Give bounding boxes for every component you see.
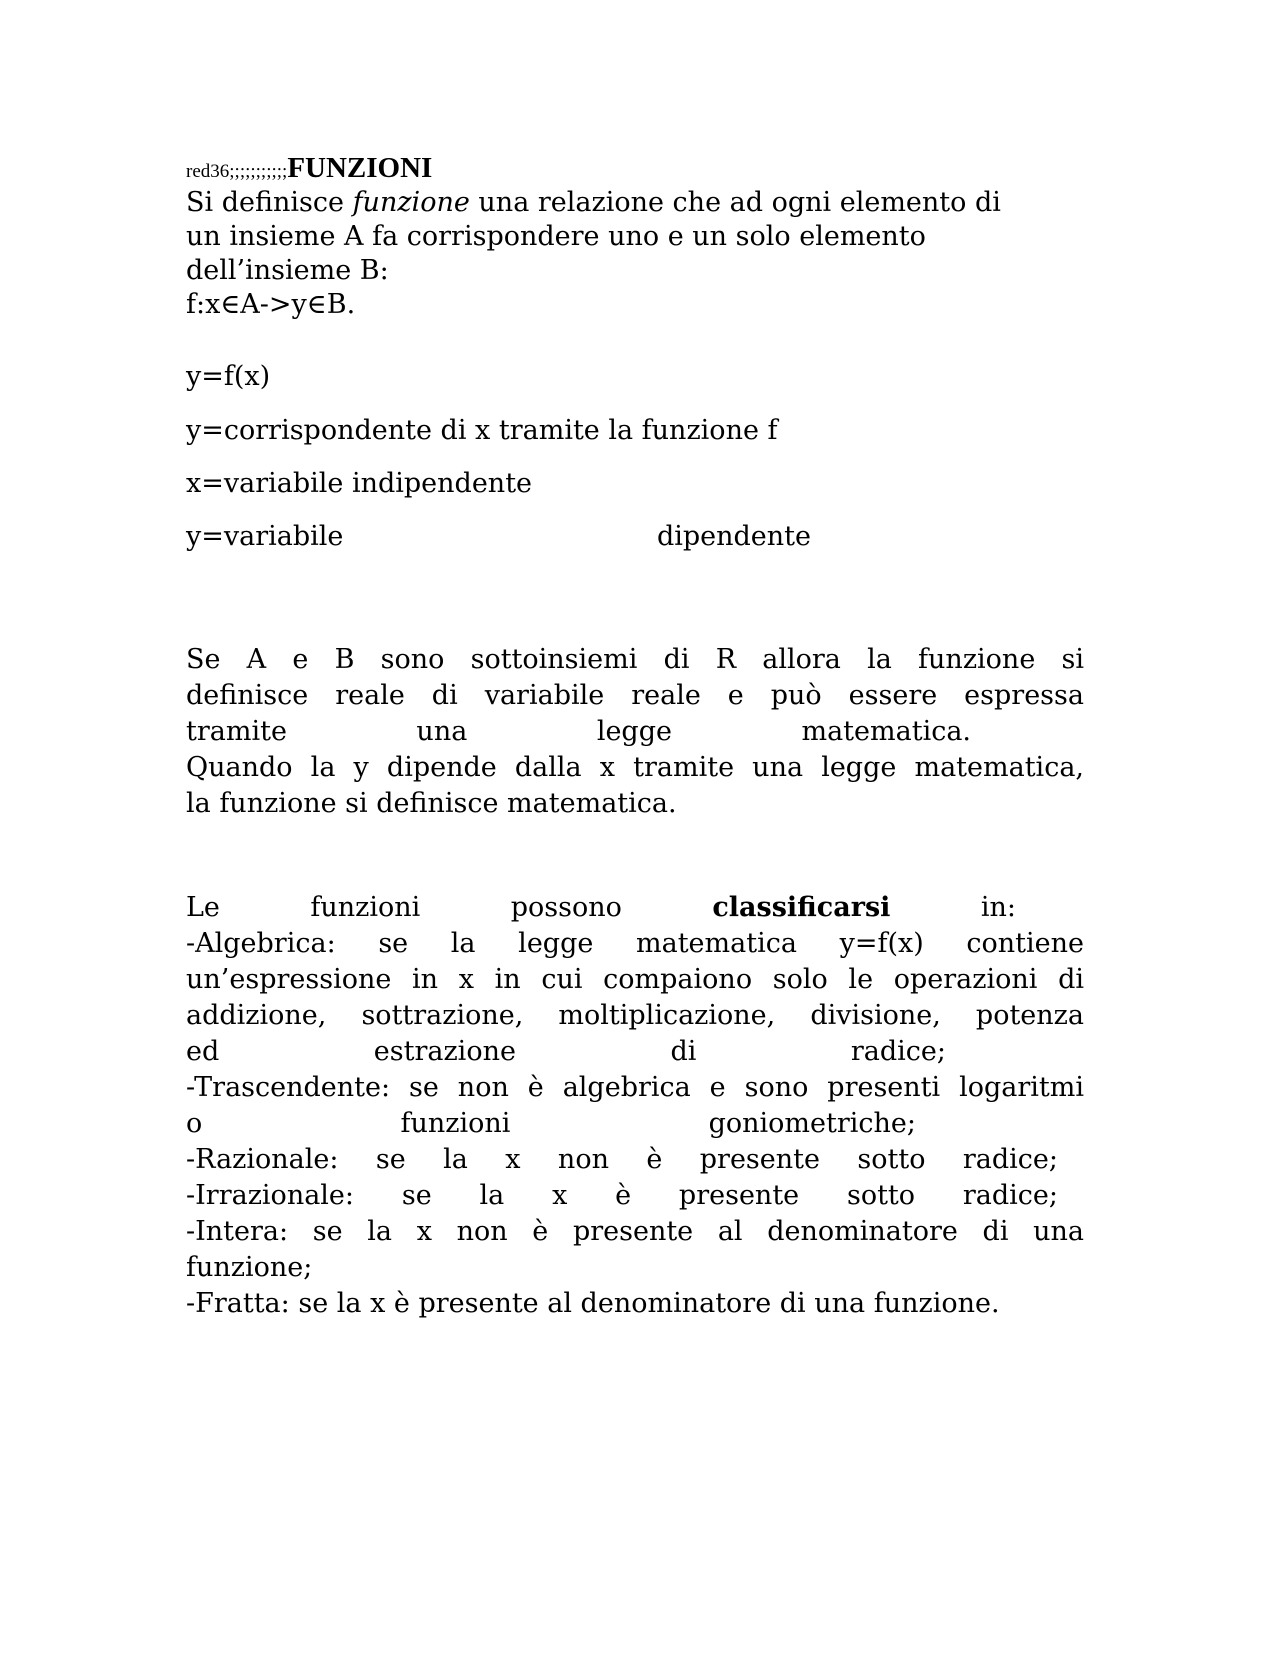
class-line-5: -Trascendente: se non è algebrica e sono presenti logaritmi [186, 1072, 1084, 1103]
classification-intro-bold: classificarsi [712, 892, 891, 923]
intro-paragraph [186, 186, 1084, 322]
y-variable-right: dipendente [656, 521, 811, 552]
real-line-1: Se A e B sono sottoinsiemi di R allora la funzione si [186, 644, 1084, 675]
real-functions-paragraph [186, 642, 1084, 822]
y-variable-line [186, 520, 811, 554]
real-line-5: la funzione si definisce matematica. [186, 788, 677, 819]
intro-text-after: una relazione che ad ogni elemento di [469, 187, 1001, 218]
intro-text-before: Si definisce [186, 187, 353, 218]
intro-line-4: f:x∈A->y∈B. [186, 289, 356, 320]
class-line-3: addizione, sottrazione, moltiplicazione, divisione, potenza [186, 1000, 1084, 1031]
title-prefix: red36;;;;;;;;;;; [186, 161, 288, 182]
classification-paragraph [186, 890, 1084, 1322]
intro-line-3: dell’insieme B: [186, 255, 389, 286]
class-line-4: ed estrazione di radice; [186, 1036, 946, 1067]
class-line-6: o funzioni goniometriche; [186, 1108, 916, 1139]
class-line-2: un’espressione in x in cui compaiono solo le operazioni di [186, 964, 1084, 995]
classification-intro-after: in: [890, 892, 1016, 923]
intro-line-1 [186, 186, 1084, 220]
y-variable-left: y=variabile [186, 521, 344, 552]
class-line-9: -Intera: se la x non è presente al denominatore di una [186, 1216, 1084, 1247]
x-definition: x=variabile indipendente [186, 468, 533, 499]
class-line-7: -Razionale: se la x non è presente sotto radice; [186, 1144, 1058, 1175]
real-line-2: definisce reale di variabile reale e può essere espressa [186, 680, 1084, 711]
class-line-10: funzione; [186, 1252, 313, 1283]
real-line-4: Quando la y dipende dalla x tramite una legge matematica, [186, 752, 1084, 783]
document-page [186, 150, 1084, 1322]
class-line-1: -Algebrica: se la legge matematica y=f(x) contiene [186, 928, 1084, 959]
formula-line: y=f(x) [186, 361, 271, 392]
title-line [186, 150, 1084, 186]
classification-intro [186, 890, 1016, 926]
y-definition: y=corrispondente di x tramite la funzione f [186, 415, 778, 446]
classification-intro-before: Le funzioni possono [186, 892, 713, 923]
real-line-3: tramite una legge matematica. [186, 716, 971, 747]
intro-line-2: un insieme A fa corrispondere uno e un solo elemento [186, 221, 926, 252]
intro-emphasis: funzione [352, 187, 470, 218]
class-line-8: -Irrazionale: se la x è presente sotto radice; [186, 1180, 1058, 1211]
page-title: FUNZIONI [287, 152, 433, 184]
class-line-11: -Fratta: se la x è presente al denominatore di una funzione. [186, 1288, 1000, 1319]
